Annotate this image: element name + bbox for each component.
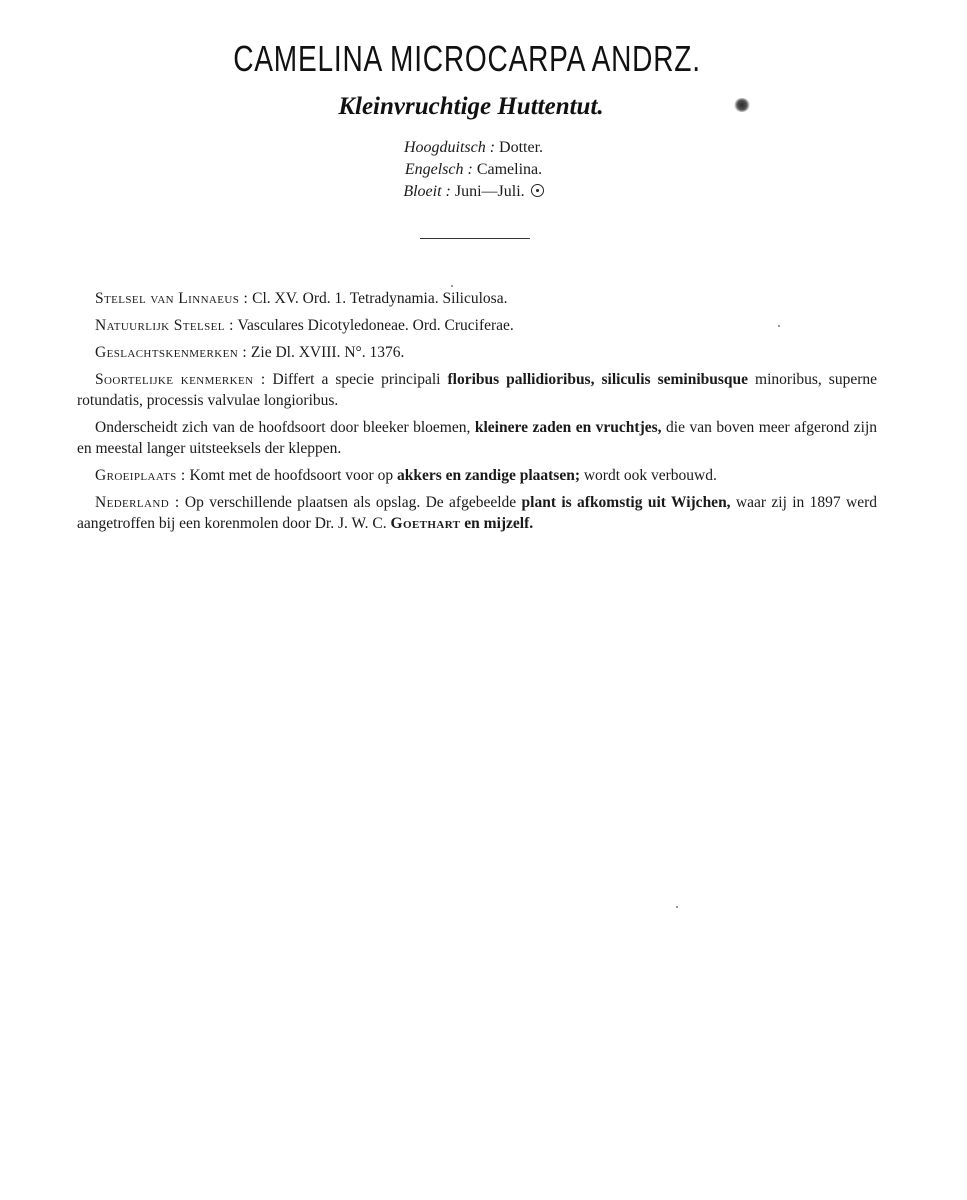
flowering-period — [0, 181, 947, 203]
collector-name: Goethart — [390, 515, 461, 532]
habitat-label: Groeiplaats : — [95, 467, 186, 484]
netherlands-text-b: plant is afkomstig uit Wijchen, — [521, 494, 731, 511]
description-body — [77, 288, 877, 540]
ink-speck — [676, 906, 678, 908]
habitat-text-a: Komt met de hoofdsoort voor op — [189, 467, 394, 484]
habitat-paragraph — [77, 465, 877, 486]
divider — [420, 238, 530, 239]
ink-smudge — [734, 98, 750, 112]
name-english-value: Camelina. — [476, 161, 543, 178]
netherlands-text-c: waar zij in 1897 werd aangetroffen bij een korenmolen door Dr. J. W. C. — [77, 494, 878, 532]
ink-speck — [451, 285, 453, 287]
flowering-value: Juni—Juli. — [454, 183, 525, 200]
name-german-label: Hoogduitsch : — [403, 139, 496, 156]
distinction-text-a: Onderscheidt zich van de hoofdsoort door bleeker bloemen, — [95, 419, 471, 436]
species-label: Soortelijke kenmerken : — [95, 371, 266, 388]
name-english-label: Engelsch : — [404, 161, 473, 178]
genus-label: Geslachtskenmerken : — [95, 344, 248, 361]
distinction-paragraph — [77, 417, 877, 459]
species-paragraph — [77, 369, 877, 411]
natural-system-paragraph — [77, 315, 877, 336]
species-title: CAMELINA MICROCARPA ANDRZ. — [233, 38, 701, 79]
dutch-name: Kleinvruchtige Huttentut. — [338, 93, 604, 120]
name-german — [0, 137, 947, 159]
species-text-c: minoribus, superne rotundatis, processis valvulae longioribus. — [77, 371, 877, 409]
species-text-a: Differt a specie principali — [272, 371, 441, 388]
netherlands-text-a: Op verschillende plaatsen als opslag. De afgebeelde — [184, 494, 517, 511]
annual-symbol-icon — [531, 184, 544, 197]
linnaeus-text: Cl. XV. Ord. 1. Tetradynamia. Siliculosa. — [252, 290, 508, 307]
genus-paragraph — [77, 342, 877, 363]
habitat-text-b: akkers en zandige plaatsen; — [396, 467, 580, 484]
linnaeus-paragraph — [77, 288, 877, 309]
flowering-label: Bloeit : — [403, 183, 451, 200]
distinction-text-c: die van boven meer afgerond zijn en meestal langer uitsteeksels der kleppen. — [77, 419, 878, 457]
genus-text: Zie Dl. XVIII. N°. 1376. — [250, 344, 405, 361]
name-english — [0, 159, 947, 181]
name-german-value: Dotter. — [499, 139, 544, 156]
netherlands-paragraph — [77, 492, 877, 534]
vernacular-names — [0, 137, 947, 203]
species-text-b: floribus pallidioribus, siliculis seminibusque — [447, 371, 749, 388]
natural-system-text: Vasculares Dicotyledoneae. Ord. Cruciferae. — [237, 317, 514, 334]
natural-system-label: Natuurlijk Stelsel : — [95, 317, 234, 334]
netherlands-label: Nederland : — [95, 494, 180, 511]
linnaeus-label: Stelsel van Linnaeus : — [95, 290, 249, 307]
habitat-text-c: wordt ook verbouwd. — [583, 467, 717, 484]
distinction-text-b: kleinere zaden en vruchtjes, — [474, 419, 662, 436]
netherlands-text-d: en mijzelf. — [464, 515, 534, 532]
